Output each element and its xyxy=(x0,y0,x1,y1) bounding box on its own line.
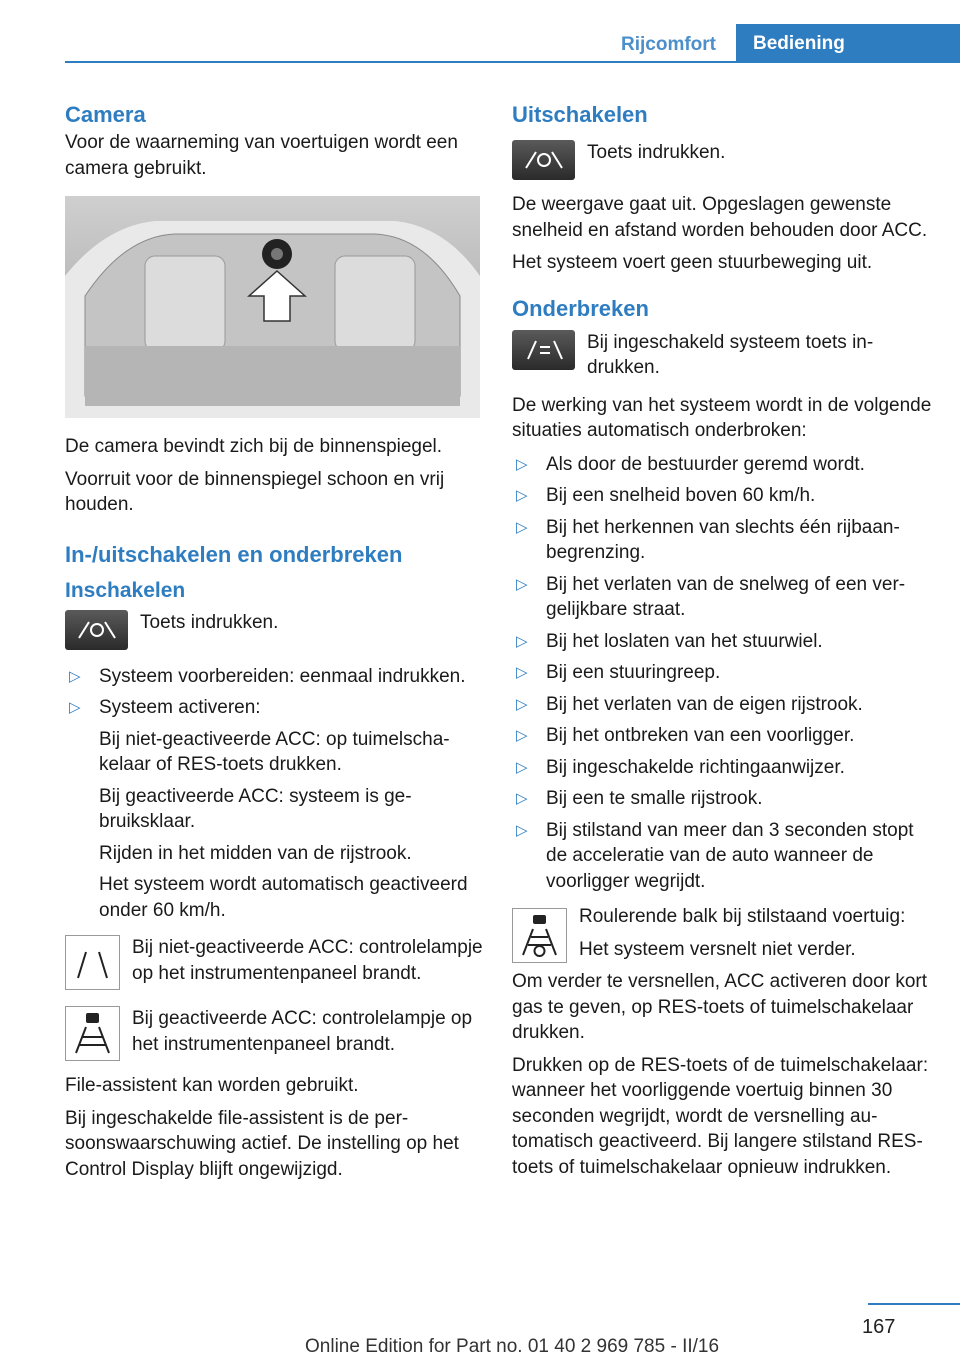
uitschakelen-heading: Uitschakelen xyxy=(512,102,648,127)
page-number: 167 xyxy=(862,1316,896,1338)
right-column xyxy=(512,100,932,1187)
camera-text: Voor de waarneming van voertuigen wordt een camera gebruikt. xyxy=(65,132,458,179)
toets-text: Toets indrukken. xyxy=(140,611,279,633)
list-item: ▷ Bij het herkennen van slechts één rijbaanbegrenzing. xyxy=(516,516,900,563)
list-item: ▷ Als door de bestuurder geremd wordt. xyxy=(512,452,932,478)
toets-text: Toets indrukken. xyxy=(587,142,726,163)
onderbreken-list xyxy=(512,452,932,895)
sub-text: Rijden in het midden van de rijstrook. xyxy=(99,842,412,864)
sub-text: Bij geactiveerde ACC: systeem is gebruiksklaar. xyxy=(99,785,412,832)
list-item: ▷ Systeem voorbereiden: eenmaal indrukken. xyxy=(65,664,483,690)
onderbreken-heading: Onderbreken xyxy=(512,295,649,321)
bullet-icon: ▷ xyxy=(516,487,528,504)
bullet-icon: ▷ xyxy=(69,699,81,716)
bullet-icon: ▷ xyxy=(516,455,528,473)
list-item: ▷ Bij het verlaten van de snelweg of een vergelijkbare straat. xyxy=(516,573,906,620)
lamp1-text: Bij niet-geactiveerde ACC: controlelampje op het instrumentenpaneel brandt. xyxy=(132,937,483,984)
onder-icon-text: Bij ingeschakeld systeem toets indrukken. xyxy=(587,331,874,378)
section-heading: In-/uitschakelen en onderbreken xyxy=(65,541,403,567)
left-column xyxy=(65,100,483,1189)
list-item: ▷ Bij het verlaten van de eigen rijstrook. xyxy=(512,692,932,718)
lane-lines-indicator-icon xyxy=(65,935,120,990)
lane-car-indicator-icon xyxy=(65,1006,120,1061)
bullet-icon: ▷ xyxy=(516,727,528,744)
sub-text: Bij niet-geactiveerde ACC: op tuimelschakelaar of RES-toets drukken. xyxy=(99,728,450,775)
list-item: ▷ Bij ingeschakelde richtingaanwijzer. xyxy=(512,755,932,781)
uit-text-2: Het systeem voert geen stuurbeweging uit. xyxy=(512,252,873,273)
file-assist-warning: Bij ingeschakelde file-assistent is de persoonswaarschuwing actief. De instelling op het Control Display blijft ongewijzigd. xyxy=(65,1107,459,1180)
rolling-bar-text: Roulerende balk bij stilstaand voertuig: xyxy=(579,906,906,927)
windshield-illustration xyxy=(65,196,480,418)
lamp2-text: Bij geactiveerde ACC: controlelampje op het instrumentenpaneel brandt. xyxy=(132,1008,473,1055)
sub-text: Het systeem wordt automatisch geactiveerd onder 60 km/h. xyxy=(99,874,468,921)
list-item: ▷ Bij het loslaten van het stuurwiel. xyxy=(512,629,932,655)
bullet-icon: ▷ xyxy=(516,518,528,536)
bullet-icon: ▷ xyxy=(516,695,528,713)
lane-assist-button-icon xyxy=(512,330,575,370)
rolling-bar-text-3: Om verder te versnellen, ACC activeren door kort gas te geven, op RES-toets of tuimelschakelaar drukken. xyxy=(512,971,928,1043)
bullet-icon: ▷ xyxy=(516,664,528,681)
list-item: ▷ Bij een te smalle rijstrook. xyxy=(512,786,932,812)
res-text: Drukken op de RES-toets of de tuimelschakelaar: wanneer het voorliggende voertuig binnen 30 seconden wegrijdt, wordt de versnelling automatisch geactiveerd. Bij langere stilstand RES-toets of tuimelschakelaar opnieuw indrukken. xyxy=(512,1054,929,1178)
list-item: ▷ Bij het ontbreken van een voorligger. xyxy=(512,723,932,749)
camera-location: De camera bevindt zich bij de binnenspiegel. xyxy=(65,436,443,457)
bullet-icon: ▷ xyxy=(516,575,528,593)
inschakelen-list xyxy=(65,664,483,721)
uit-text: De weergave gaat uit. Opgeslagen gewenste snelheid en afstand worden behouden door ACC. xyxy=(512,194,928,241)
camera-heading: Camera xyxy=(65,102,146,127)
inschakelen-heading: Inschakelen xyxy=(65,578,186,602)
acc-button-icon xyxy=(512,140,575,180)
acc-button-icon xyxy=(65,610,128,650)
windshield-camera-photo xyxy=(65,196,480,418)
rolling-bar-indicator-icon xyxy=(512,908,567,963)
rolling-bar-text-2: Het systeem versnelt niet verder. xyxy=(579,938,856,960)
bullet-icon: ▷ xyxy=(69,667,81,685)
list-item: ▷ Systeem activeren: xyxy=(65,695,483,721)
bullet-icon: ▷ xyxy=(516,790,528,807)
header-section: Rijcomfort xyxy=(621,34,716,55)
list-item: ▷ Bij een snelheid boven 60 km/h. xyxy=(512,483,932,509)
onder-text: De werking van het systeem wordt in de volgende situaties automatisch onderbroken: xyxy=(512,394,932,441)
list-item: ▷ Bij een stuuringreep. xyxy=(512,660,932,686)
bullet-icon: ▷ xyxy=(516,758,528,776)
bullet-icon: ▷ xyxy=(516,632,528,650)
footer-rule xyxy=(868,1303,960,1305)
file-assist-text: File-assistent kan worden gebruikt. xyxy=(65,1075,359,1096)
list-item: ▷ Bij stilstand van meer dan 3 seconden stopt de acceleratie van de auto wanneer de voorligger wegrijdt. xyxy=(516,819,914,892)
footer-edition: Online Edition for Part no. 01 40 2 969 785 - II/16 xyxy=(305,1336,720,1357)
windshield-note: Voorruit voor de binnenspiegel schoon en vrij houden. xyxy=(65,468,445,515)
bullet-icon: ▷ xyxy=(516,821,528,839)
header-tab: Bediening xyxy=(736,24,960,62)
